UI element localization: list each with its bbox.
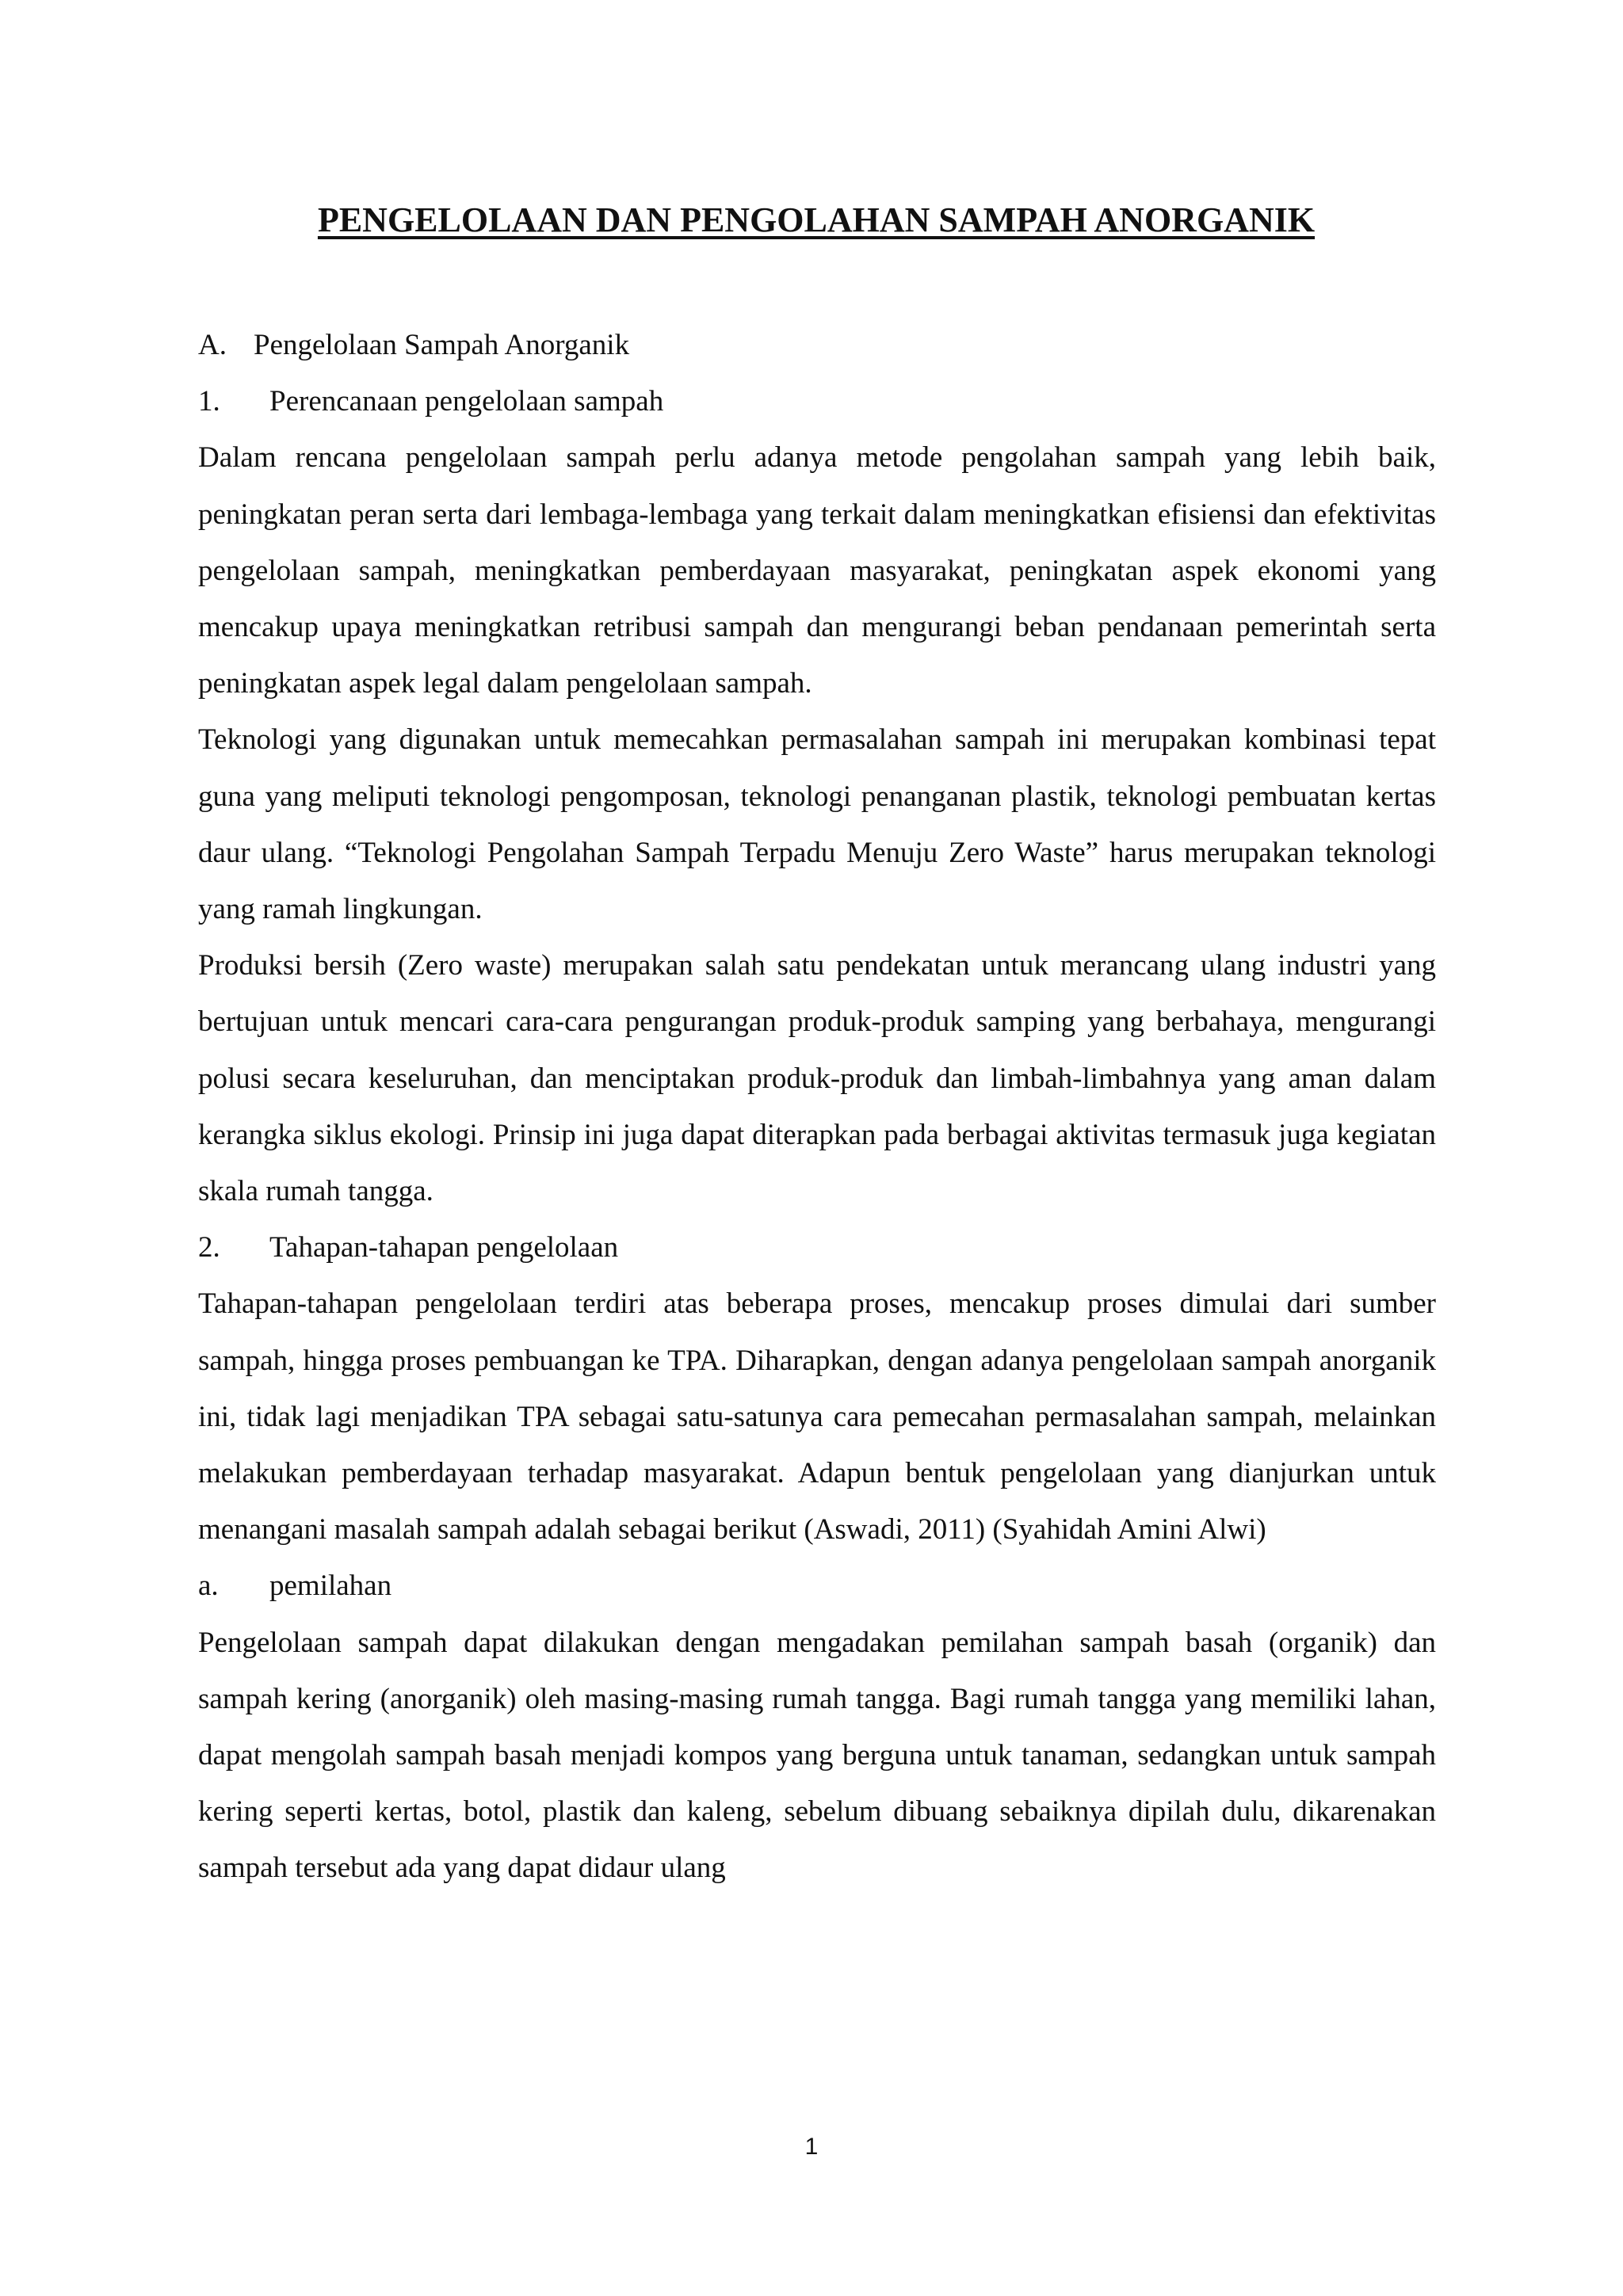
item-heading-a <box>198 1558 1436 1614</box>
paragraph: Teknologi yang digunakan untuk memecahkan permasalahan sampah ini merupakan kombinasi tepat guna yang meliputi teknologi pengomposan, teknologi penanganan plastik, teknologi pembuatan kertas daur ulang. “Teknologi Pengolahan Sampah Terpadu Menuju Zero Waste” harus merupakan teknologi yang ramah lingkungan. <box>198 723 1436 926</box>
subsection-heading-2 <box>198 1219 1436 1276</box>
paragraph: Produksi bersih (Zero waste) merupakan salah satu pendekatan untuk merancang ulang industri yang bertujuan untuk mencari cara-cara pengurangan produk-produk samping yang berbahaya, mengurangi polusi secara keseluruhan, dan menciptakan produk-produk dan limbah-limbahnya yang aman dalam kerangka siklus ekologi. Prinsip ini juga dapat diterapkan pada berbagai aktivitas termasuk juga kegiatan skala rumah tangga. <box>198 949 1436 1208</box>
paragraph: Pengelolaan sampah dapat dilakukan dengan mengadakan pemilahan sampah basah (organik) dan sampah kering (anorganik) oleh masing-masing rumah tangga. Bagi rumah tangga yang memiliki lahan, dapat mengolah sampah basah menjadi kompos yang berguna untuk tanaman, sedangkan untuk sampah kering seperti kertas, botol, plastik dan kaleng, sebelum dibuang sebaiknya dipilah dulu, dikarenakan sampah tersebut ada yang dapat didaur ulang <box>198 1626 1436 1885</box>
document-title: PENGELOLAAN DAN PENGOLAHAN SAMPAH ANORGANIK <box>317 200 1316 239</box>
document-body <box>198 317 1436 1897</box>
paragraph: Dalam rencana pengelolaan sampah perlu adanya metode pengolahan sampah yang lebih baik, peningkatan peran serta dari lembaga-lembaga yang terkait dalam meningkatkan efisiensi dan efektivitas pengelolaan sampah, meningkatkan pemberdayaan masyarakat, peningkatan aspek ekonomi yang mencakup upaya meningkatkan retribusi sampah dan mengurangi beban pendanaan pemerintah serta peningkatan aspek legal dalam pengelolaan sampah. <box>198 441 1436 700</box>
item-letter: a. <box>198 1569 219 1603</box>
section-heading-a <box>198 317 1436 373</box>
subsection-title: Tahapan-tahapan pengelolaan <box>269 1231 619 1264</box>
section-number: A. <box>198 329 227 361</box>
page-number: 1 <box>804 2134 819 2160</box>
subsection-number: 2. <box>198 1231 220 1264</box>
section-title: Pengelolaan Sampah Anorganik <box>254 329 630 361</box>
subsection-heading-1 <box>198 373 1436 429</box>
subsection-number: 1. <box>198 385 220 418</box>
paragraph: Tahapan-tahapan pengelolaan terdiri atas beberapa proses, mencakup proses dimulai dari sumber sampah, hingga proses pembuangan ke TPA. Diharapkan, dengan adanya pengelolaan sampah anorganik ini, tidak lagi menjadikan TPA sebagai satu-satunya cara pemecahan permasalahan sampah, melainkan melakukan pemberdayaan terhadap masyarakat. Adapun bentuk pengelolaan yang dianjurkan untuk menangani masalah sampah adalah sebagai berikut (Aswadi, 2011) (Syahidah Amini Alwi) <box>198 1287 1436 1547</box>
item-title: pemilahan <box>269 1569 392 1603</box>
subsection-title: Perencanaan pengelolaan sampah <box>269 385 664 418</box>
